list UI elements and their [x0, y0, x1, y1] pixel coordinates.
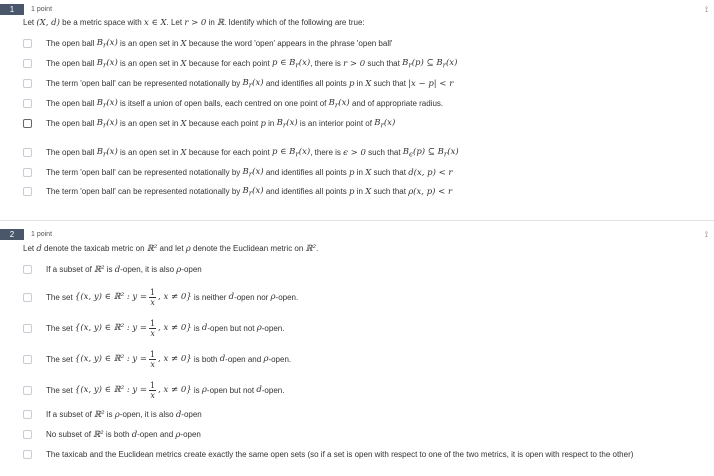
question-prompt: Let d denote the taxicab metric on ℝ² and let ρ denote the Euclidean metric on ℝ².	[23, 244, 319, 254]
checkbox[interactable]	[23, 39, 32, 48]
answer-option[interactable]: The open ball $B_r(x)$ is an open set in X because for each point p ∈ $B_r(x)$ , there is r > 0 such that $B_r(p)$ ⊆ $B_r(x)$	[23, 55, 713, 72]
question-prompt: Let (X, d) be a metric space with x ∈ X. Let r > 0 in ℝ. Identify which of the following are true:	[23, 18, 365, 28]
answer-option[interactable]: The open ball $B_r(x)$ is itself a union of open balls, each centred on one point of $B_r(x)$ and of appropriate radius.	[23, 95, 713, 112]
checkbox[interactable]	[23, 119, 32, 128]
answer-option[interactable]: The set {(x, y) ∈ ℝ² : y = $\frac{1}{x}$ , x ≠ 0} is neither d -open nor ρ -open.	[23, 287, 713, 307]
checkbox[interactable]	[23, 187, 32, 196]
checkbox[interactable]	[23, 79, 32, 88]
checkbox[interactable]	[23, 99, 32, 108]
answer-option[interactable]: The open ball $B_r(x)$ is an open set in X because each point p in $B_r(x)$ is an interior point of $B_r(x)$	[23, 115, 713, 132]
checkbox[interactable]	[23, 430, 32, 439]
answer-option[interactable]: The set {(x, y) ∈ ℝ² : y = $\frac{1}{x}$ , x ≠ 0} is both d -open and ρ -open.	[23, 349, 713, 369]
link-icon[interactable]: ⟟	[705, 5, 708, 14]
link-icon[interactable]: ⟟	[705, 230, 708, 239]
checkbox[interactable]	[23, 168, 32, 177]
answer-option[interactable]: The term 'open ball' can be represented notationally by $B_r(x)$ and identifies all points p in X such that d(x, p) < r	[23, 164, 713, 181]
question-points: 1 point	[31, 6, 53, 13]
question-1	[0, 4, 714, 214]
checkbox[interactable]	[23, 386, 32, 395]
answer-option[interactable]: No subset of ℝ² is both d -open and ρ -open	[23, 426, 713, 443]
checkbox[interactable]	[23, 450, 32, 459]
checkbox[interactable]	[23, 410, 32, 419]
answer-option[interactable]: If a subset of ℝ² is ρ -open, it is also d -open	[23, 406, 713, 423]
checkbox[interactable]	[23, 59, 32, 68]
checkbox[interactable]	[23, 265, 32, 274]
fraction: $\frac{1}{x}$	[150, 380, 156, 400]
answer-option[interactable]: The open ball $B_r(x)$ is an open set in X because the word 'open' appears in the phrase 'open ball'	[23, 35, 713, 52]
question-2	[0, 229, 714, 469]
answer-option[interactable]: The term 'open ball' can be represented notationally by $B_r(x)$ and identifies all points p in X such that |x − p| < r	[23, 75, 713, 92]
checkbox[interactable]	[23, 355, 32, 364]
answer-option[interactable]: If a subset of ℝ² is d -open, it is also ρ -open	[23, 261, 713, 278]
question-number: 1	[0, 4, 24, 15]
fraction: $\frac{1}{x}$	[150, 287, 156, 307]
question-points: 1 point	[31, 231, 53, 238]
question-header	[0, 4, 714, 15]
question-header	[0, 229, 714, 240]
fraction: $\frac{1}{x}$	[150, 318, 156, 338]
checkbox[interactable]	[23, 324, 32, 333]
checkbox[interactable]	[23, 148, 32, 157]
answer-option[interactable]: The taxicab and the Euclidean metrics create exactly the same open sets (so if a set is open with respect to one of the two metrics, it is open with respect to the other)	[23, 446, 713, 463]
answer-option[interactable]: The set {(x, y) ∈ ℝ² : y = $\frac{1}{x}$ , x ≠ 0} is ρ -open but not d -open.	[23, 380, 713, 400]
question-number: 2	[0, 229, 24, 240]
fraction: $\frac{1}{x}$	[150, 349, 156, 369]
answer-option[interactable]: The term 'open ball' can be represented notationally by $B_r(x)$ and identifies all points p in X such that ρ(x, p) < r	[23, 183, 713, 200]
question-divider	[0, 220, 714, 221]
answer-option[interactable]: The set {(x, y) ∈ ℝ² : y = $\frac{1}{x}$ , x ≠ 0} is d -open but not ρ -open.	[23, 318, 713, 338]
checkbox[interactable]	[23, 293, 32, 302]
answer-option[interactable]: The open ball $B_r(x)$ is an open set in X because for each point p ∈ $B_r(x)$ , there is ϵ > 0 such that $B_\epsilon(p)$ ⊆ $B_r(x)$	[23, 144, 713, 161]
